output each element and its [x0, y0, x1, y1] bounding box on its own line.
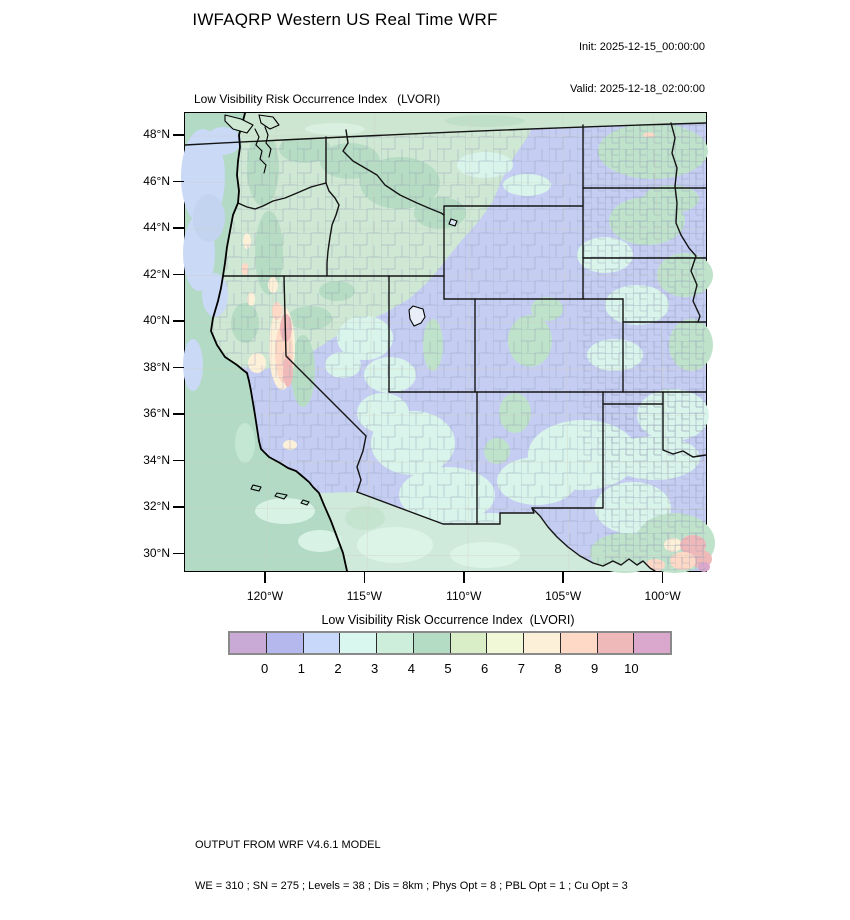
- lat-tick: [173, 506, 184, 508]
- lat-tick-label: 32°N: [143, 499, 170, 513]
- colorbar-tick-label: 5: [444, 661, 452, 676]
- lon-tick-label: 105°W: [545, 589, 582, 603]
- lat-tick: [173, 460, 184, 462]
- lat-tick: [173, 367, 184, 369]
- colorbar-cell: [376, 633, 413, 653]
- run-times: [465, 12, 705, 124]
- colorbar-tick-label: 3: [371, 661, 379, 676]
- colorbar: [228, 631, 672, 655]
- colorbar-cell: [486, 633, 523, 653]
- lat-tick: [173, 274, 184, 276]
- lat-tick-label: 36°N: [143, 406, 170, 420]
- lat-tick: [173, 181, 184, 183]
- colorbar-tick-label: 10: [624, 661, 639, 676]
- map-frame: [184, 112, 707, 572]
- lat-tick-label: 48°N: [143, 127, 170, 141]
- colorbar-cell: [413, 633, 450, 653]
- lat-tick-label: 38°N: [143, 359, 170, 374]
- colorbar-tick-label: 7: [517, 661, 525, 676]
- map-title: Low Visibility Risk Occurrence Index (LVORI): [194, 92, 441, 106]
- valid-time: Valid: 2025-12-18_02:00:00: [570, 83, 705, 95]
- lat-tick: [173, 227, 184, 229]
- lat-tick-label: 30°N: [143, 545, 170, 560]
- init-time: Init: 2025-12-15_00:00:00: [579, 41, 705, 53]
- lon-tick: [562, 572, 564, 583]
- lon-tick-label: 110°W: [446, 589, 482, 603]
- lat-tick: [173, 413, 184, 415]
- colorbar-cell: [266, 633, 303, 653]
- lat-tick-label: 42°N: [143, 266, 170, 281]
- lat-tick: [173, 134, 184, 136]
- lon-tick: [364, 572, 366, 583]
- lon-tick-label: 115°W: [346, 589, 383, 603]
- colorbar-tick-label: 0: [261, 661, 269, 676]
- lon-tick-label: 100°W: [644, 589, 681, 603]
- lon-tick: [662, 572, 664, 583]
- lon-tick: [264, 572, 266, 583]
- colorbar-cell: [339, 633, 376, 653]
- page-title: IWFAQRP Western US Real Time WRF: [192, 10, 498, 29]
- colorbar-cell: [450, 633, 487, 653]
- lvori-map: [185, 113, 706, 571]
- colorbar-cell: [633, 633, 670, 653]
- yellowstone-lake: [449, 219, 457, 226]
- colorbar-cell: [230, 633, 266, 653]
- colorbar-title: Low Visibility Risk Occurrence Index (LVORI): [321, 613, 575, 627]
- colorbar-tick-label: 6: [481, 661, 489, 676]
- colorbar-cell: [597, 633, 634, 653]
- lat-tick-label: 44°N: [143, 220, 170, 234]
- colorbar-tick-label: 9: [591, 661, 599, 676]
- colorbar-cell: [303, 633, 340, 653]
- colorbar-tick-label: 4: [407, 661, 415, 676]
- lat-tick: [173, 553, 184, 555]
- model-info-line2: WE = 310 ; SN = 275 ; Levels = 38 ; Dis = 8km ; Phys Opt = 8 ; PBL Opt = 1 ; Cu Opt = 3: [195, 879, 628, 892]
- model-info: [195, 812, 628, 920]
- colorbar-tick-label: 8: [554, 661, 562, 676]
- lat-tick-label: 34°N: [143, 452, 170, 467]
- lat-tick: [173, 320, 184, 322]
- model-info-line1: OUTPUT FROM WRF V4.6.1 MODEL: [195, 839, 381, 851]
- lon-tick: [463, 572, 465, 583]
- colorbar-tick-label: 2: [334, 661, 342, 676]
- lat-tick-label: 46°N: [143, 173, 170, 188]
- colorbar-cell: [560, 633, 597, 653]
- colorbar-tick-label: 1: [297, 661, 305, 676]
- lon-tick-label: 120°W: [246, 589, 284, 603]
- colorbar-cell: [523, 633, 560, 653]
- lat-tick-label: 40°N: [143, 313, 170, 327]
